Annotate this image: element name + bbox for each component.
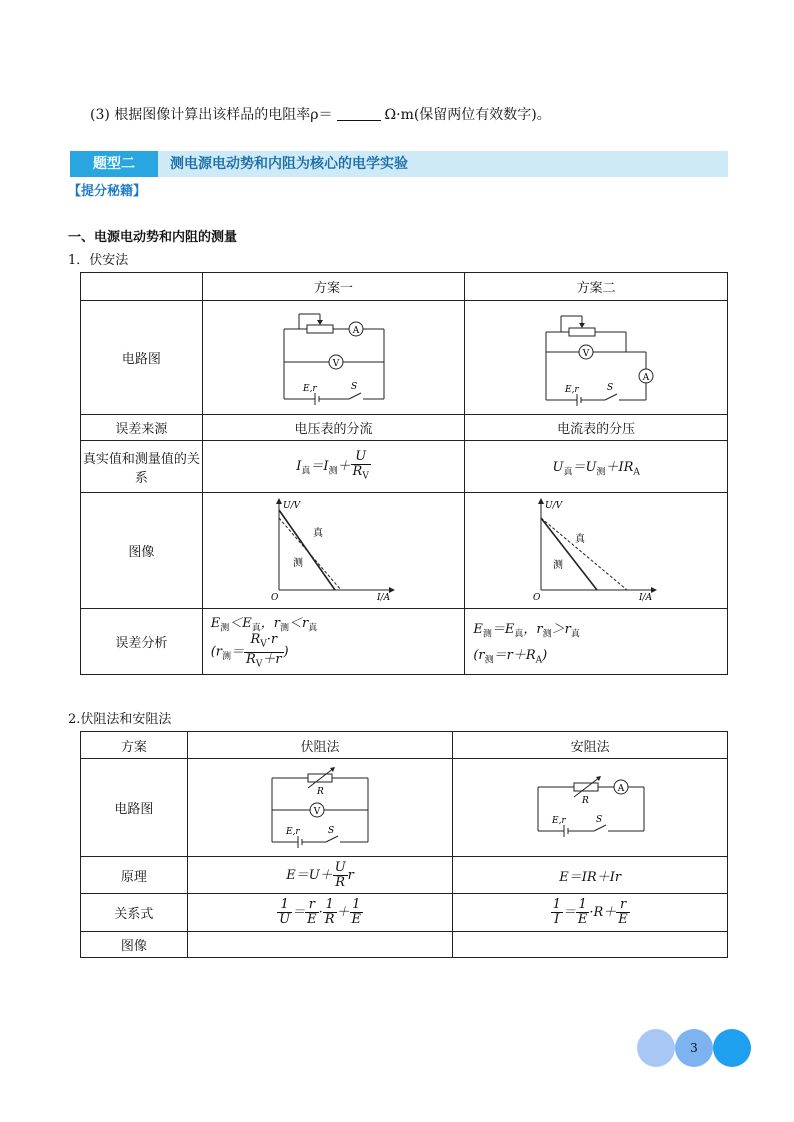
circuit-diagram-ammeter-resistor: [530, 771, 650, 841]
resistance-methods-table: [80, 731, 728, 958]
table2-header-plan: 方案: [81, 732, 188, 759]
u-axis-label: U/V: [282, 500, 300, 511]
relation-formula-voltmeter: $\frac{1}{U}$ ＝ $\frac{r}{E}$ · $\frac{1}{R}$ ＋ $\frac{1}{E}$: [279, 897, 362, 927]
table1-header-plan1: 方案一: [202, 273, 465, 301]
relation-ammeter-resistor: [453, 894, 728, 932]
relation-plan1: [202, 441, 465, 493]
ammeter-label: A: [642, 372, 650, 383]
error-source-plan1: 电压表的分流: [202, 415, 465, 441]
question-3: [90, 104, 551, 124]
question-3-text: (3) 根据图像计算出该样品的电阻率ρ＝: [90, 107, 333, 123]
u-axis-label: U/V: [545, 500, 563, 511]
error-analysis-plan2-line1: $E_测=E_真$，$r_测>r_真$: [473, 621, 580, 640]
section-1-heading: 一、电源电动势和内阻的测量: [68, 230, 238, 245]
principle-formula-voltmeter: E＝U＋ $\frac{U}{R}$ r: [286, 859, 354, 890]
error-analysis-plan2-line2: $(r_测=r+R_A)$: [473, 647, 548, 666]
switch-label: S: [596, 814, 603, 825]
subsection-1-heading: 1．伏安法: [68, 253, 129, 268]
principle-formula-ammeter: E＝IR＋Ir: [559, 869, 622, 885]
graph-ammeter-resistor: [453, 932, 728, 958]
graph-plan2: [465, 493, 728, 609]
decor-circle-blue: [713, 1029, 751, 1067]
graph-plan2: [531, 496, 661, 602]
measured-label: 测: [292, 557, 303, 569]
ammeter-label: A: [617, 783, 625, 794]
principle-ammeter-resistor: [453, 857, 728, 894]
measured-label: 测: [553, 559, 564, 571]
circuit-diagram-plan1: [269, 304, 399, 408]
source-label: E,r: [286, 826, 300, 837]
voltammeter-table: [80, 272, 728, 675]
page-number: 3: [690, 1041, 698, 1055]
circuit-voltmeter-resistor: [187, 759, 453, 857]
true-label: 真: [575, 533, 586, 545]
origin-label: O: [533, 592, 541, 602]
decor-circle-light: [637, 1029, 675, 1067]
graph-plan1: [202, 493, 465, 609]
principle-voltmeter-resistor: [187, 857, 453, 894]
i-axis-label: I/A: [376, 592, 390, 602]
circuit-ammeter-resistor: [453, 759, 728, 857]
relation-formula-plan1: $I_真=I_测+$ $\frac{U}{R_V}$: [296, 448, 369, 482]
graph-voltmeter-resistor: [187, 932, 453, 958]
relation-formula-plan2: $U_真=U_测+IR_A$: [552, 459, 640, 478]
circuit-diagram-voltmeter-resistor: [260, 762, 380, 850]
ammeter-label: A: [352, 325, 359, 336]
voltmeter-label: V: [332, 358, 339, 369]
subsection-2-heading: 2.伏阻法和安阻法: [68, 712, 172, 727]
relation-voltmeter-resistor: [187, 894, 453, 932]
table1-corner: [81, 273, 203, 301]
relation-formula-ammeter: $\frac{1}{I}$ ＝ $\frac{1}{E}$ ·R＋ $\frac{r}{E}$: [552, 897, 628, 927]
error-source-plan2: 电流表的分压: [465, 415, 728, 441]
section-banner: [70, 151, 728, 177]
resistor-label: R: [317, 786, 324, 797]
switch-label: S: [328, 825, 335, 836]
circuit-diagram-plan2: [531, 304, 661, 408]
source-label: E,r: [302, 383, 317, 394]
error-analysis-plan1-line2: ($r_测=$ $\frac{R_V\cdot r}{R_V+r}$ ): [210, 632, 289, 670]
row-label-error-source: 误差来源: [81, 415, 203, 441]
circuit-plan1: [202, 301, 465, 415]
row-label-principle: 原理: [81, 857, 188, 894]
row-label-relation: 关系式: [81, 894, 188, 932]
row-label-circuit: 电路图: [81, 759, 188, 857]
true-label: 真: [312, 527, 323, 539]
tips-heading: 【提分秘籍】: [68, 184, 147, 199]
banner-tag: 题型二: [70, 151, 158, 177]
voltmeter-label: V: [313, 806, 321, 817]
table2-header-voltmeter-resistor: 伏阻法: [187, 732, 453, 759]
question-3-unit: Ω·m(保留两位有效数字)。: [384, 107, 551, 123]
row-label-graph: 图像: [81, 932, 188, 958]
origin-label: O: [270, 592, 278, 602]
graph-plan1: [269, 496, 399, 602]
switch-label: S: [350, 381, 357, 392]
source-label: E,r: [565, 384, 579, 395]
row-label-error-analysis: 误差分析: [81, 609, 203, 675]
error-analysis-plan2: [465, 609, 728, 675]
resistor-label: R: [582, 795, 589, 806]
page-number-badge: [636, 1027, 754, 1069]
row-label-circuit: 电路图: [81, 301, 203, 415]
table2-header-ammeter-resistor: 安阻法: [453, 732, 728, 759]
voltmeter-label: V: [582, 348, 590, 359]
row-label-relation: 真实值和测量值的关系: [81, 441, 203, 493]
error-analysis-plan1: [202, 609, 465, 675]
error-analysis-plan1-line1: $E_测<E_真$，$r_测<r_真$: [210, 615, 318, 634]
circuit-plan2: [465, 301, 728, 415]
relation-plan2: [465, 441, 728, 493]
answer-blank[interactable]: [337, 106, 381, 121]
banner-title: 测电源电动势和内阻为核心的电学实验: [170, 156, 408, 172]
switch-label: S: [607, 382, 614, 393]
table1-header-plan2: 方案二: [465, 273, 728, 301]
i-axis-label: I/A: [639, 592, 653, 602]
source-label: E,r: [552, 815, 566, 826]
row-label-graph: 图像: [81, 493, 203, 609]
